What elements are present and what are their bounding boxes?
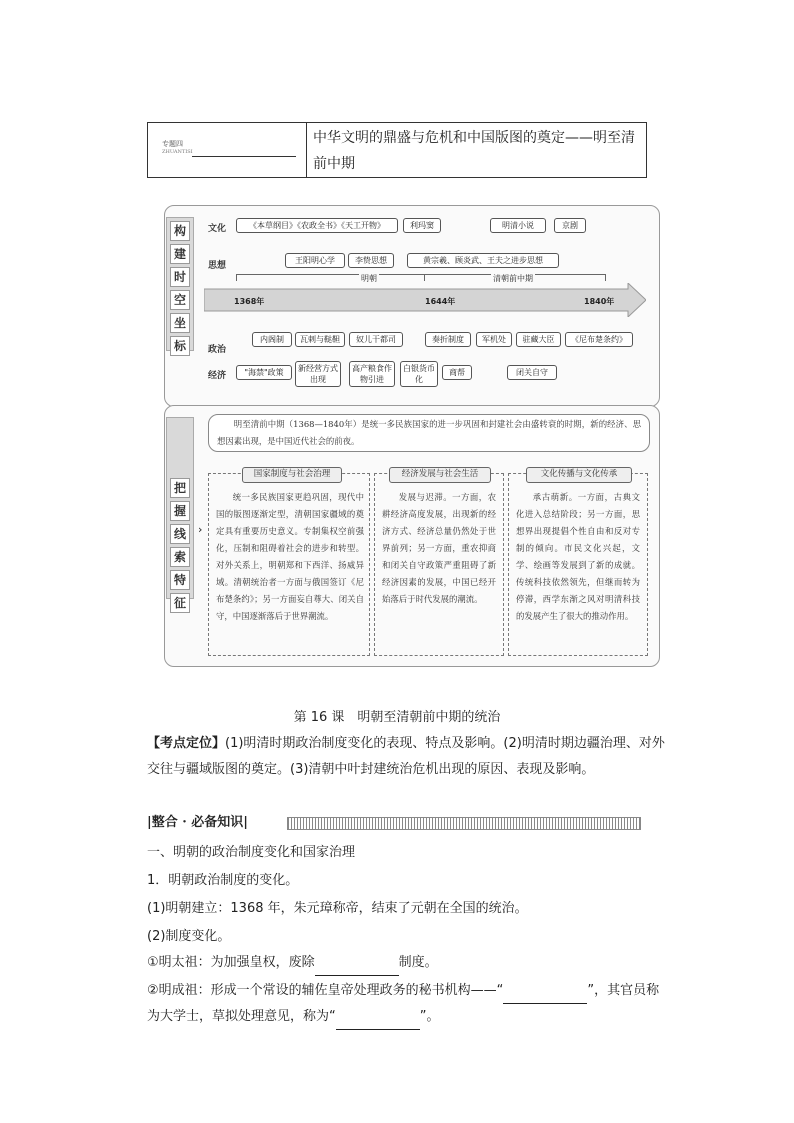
sidebar-char: 握 (170, 501, 190, 521)
para-4-b: ”，其官员称为大学士，草拟处理意见，称为“ (147, 983, 660, 1024)
column-culture-text: 承古萌新。一方面，古典文化进入总结阶段；另一方面，思想界出现提倡个性自由和反对专制的倾向。市民文化兴起，文学、绘画等发展到了新的成就。传统科技依然领先，但继而转为停滞，西学东渐之风对明清科技的发展产生了很大的推动作用。 (516, 492, 640, 621)
kaodian-label: 【考点定位】 (147, 736, 226, 751)
sidebar-char: 线 (170, 524, 190, 544)
sidebar-char: 标 (170, 336, 190, 356)
nurgan-box: 奴儿干都司 (349, 332, 403, 347)
matteo-ricci-box: 利玛窦 (403, 218, 441, 233)
haijin-box: "海禁"政策 (236, 365, 292, 380)
column-culture-title: 文化传播与文化传承 (526, 467, 632, 483)
zhuzang-box: 驻藏大臣 (516, 332, 561, 347)
junjichu-box: 军机处 (476, 332, 512, 347)
sidebar-char: 特 (170, 570, 190, 590)
ming-label: 明朝 (361, 274, 377, 283)
tag-label: 专题四 (162, 140, 183, 148)
zouzhe-box: 奏折制度 (425, 332, 471, 347)
para-1: (1)明朝建立：1368 年，朱元璋称帝，结束了元朝在全国的统治。 (147, 901, 528, 916)
clue-sidebar (166, 417, 194, 610)
shangbang-box: 商帮 (442, 365, 472, 380)
para-3-b: 制度。 (398, 955, 438, 970)
para-4-a: ②明成祖：形成一个常设的辅佐皇帝处理政务的秘书机构——“ (147, 983, 504, 998)
blank-3[interactable] (336, 1015, 420, 1030)
kaodian-text: (1)明清时期政治制度变化的表现、特点及影响。(2)明清时期边疆治理、对外交往与疆域版图的奠定。(3)清朝中叶封建统治危机出现的原因、表现及影响。 (147, 736, 665, 777)
sidebar-char: 征 (170, 593, 190, 613)
peking-opera-box: 京剧 (554, 218, 586, 233)
column-politics-title: 国家制度与社会治理 (242, 467, 342, 483)
blank-1[interactable] (315, 961, 399, 976)
tag-small: ZHUANTISI (162, 149, 193, 155)
year-1368: 1368年 (234, 297, 265, 306)
section-bar-hatch (287, 817, 641, 830)
column-economy-text: 发展与迟滞。一方面，农耕经济高度发展，出现新的经济方式、经济总量仍然处于世界前列；另一方面，重农抑商和闭关自守政策严重阻碍了新经济因素的发展，中国已经开始落后于时代发展的潮流。 (382, 492, 496, 604)
biguan-box: 闭关自守 (507, 365, 557, 380)
column-politics-text: 统一多民族国家更趋巩固，现代中国的版图逐渐定型，清朝国家疆域的奠定具有重要历史意义。专制集权空前强化，压制和阻碍着社会的进步和转型。对外关系上，明朝郑和下西洋、扬威异域。清朝统治者一方面与俄国签订《尼布楚条约》；另一方面妄自尊大、闭关自守，中国逐渐落后于世界潮流。 (216, 492, 364, 621)
overview-figure (164, 205, 658, 665)
year-1644: 1644年 (425, 297, 456, 306)
li-zhi-box: 李贽思想 (348, 253, 394, 268)
politics-label: 政治 (208, 345, 227, 355)
sidebar-char: 坐 (170, 313, 190, 333)
novels-box: 明清小说 (490, 218, 546, 233)
blank-2[interactable] (503, 989, 587, 1004)
chapter-header-table (147, 122, 647, 178)
year-1840: 1840年 (584, 297, 615, 306)
para-4 (147, 978, 667, 1030)
timeline-sidebar (166, 217, 194, 351)
header-tag-cell (148, 123, 307, 177)
para-3 (147, 950, 667, 976)
qing-label: 清朝前中期 (493, 274, 533, 283)
header-tag (162, 140, 193, 156)
neige-box: 内阁制 (252, 332, 292, 347)
culture-books-box: 《本草纲目》《农政全书》《天工开物》 (236, 218, 398, 233)
nerchinsk-box: 《尼布楚条约》 (565, 332, 633, 347)
chapter-title: 中华文明的鼎盛与危机和中国版图的奠定——明至清前中期 (313, 130, 635, 172)
sidebar-char: 建 (170, 244, 190, 264)
column-economy-title: 经济发展与社会生活 (389, 467, 491, 483)
heading-2: 1．明朝政治制度的变化。 (147, 873, 299, 888)
silver-box: 白银货币化 (400, 361, 438, 387)
para-2: (2)制度变化。 (147, 929, 231, 944)
heading-1: 一、明朝的政治制度变化和国家治理 (147, 845, 356, 860)
para-4-c: ”。 (419, 1009, 440, 1024)
economy-label: 经济 (208, 371, 227, 381)
kaodian-paragraph (147, 731, 667, 783)
lesson-title: 第 16 课 明朝至清朝前中期的统治 (293, 710, 501, 725)
tag-underline (192, 156, 296, 157)
arrow-right-icon: › (198, 523, 203, 536)
thought-label: 思想 (208, 261, 227, 271)
sidebar-char: 索 (170, 547, 190, 567)
culture-label: 文化 (208, 224, 227, 234)
wala-dada-box: 瓦剌与鞑靼 (295, 332, 345, 347)
sidebar-char: 空 (170, 290, 190, 310)
section-bar-label: |整合 · 必备知识| (147, 814, 252, 832)
section-bar (147, 814, 641, 832)
crops-box: 高产粮食作物引进 (349, 361, 395, 387)
huang-gu-wang-box: 黄宗羲、顾炎武、王夫之进步思想 (407, 253, 559, 268)
summary-text: 明至清前中期（1368—1840年）是统一多民族国家的进一步巩固和封建社会由盛转衰的时期，新的经济、思想因素出现，是中国近代社会的前夜。 (217, 419, 641, 446)
sidebar-char: 构 (170, 221, 190, 241)
sidebar-char: 时 (170, 267, 190, 287)
wang-yangming-box: 王阳明心学 (285, 253, 345, 268)
new-operation-box: 新经营方式出现 (295, 361, 341, 387)
para-3-a: ①明太祖：为加强皇权，废除 (147, 955, 315, 970)
summary-box (208, 414, 650, 452)
sidebar-char: 把 (170, 478, 190, 498)
